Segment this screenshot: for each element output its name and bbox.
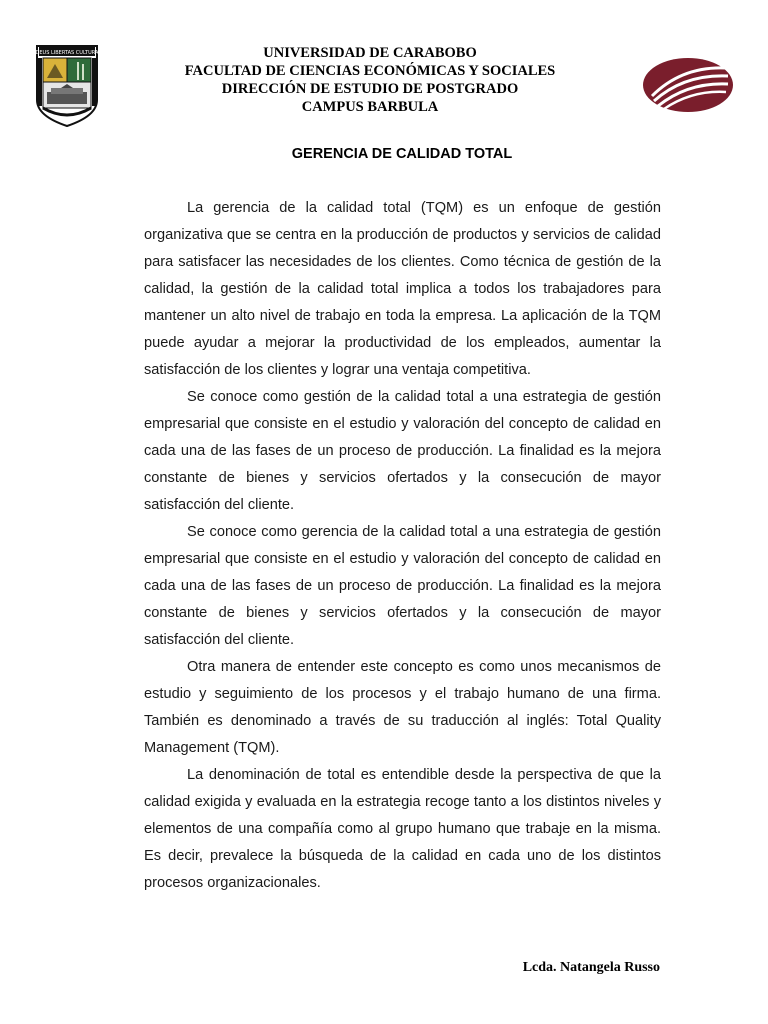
direction-name: DIRECCIÓN DE ESTUDIO DE POSTGRADO <box>221 81 519 97</box>
paragraph: La gerencia de la calidad total (TQM) es un enfoque de gestión organizativa que se centra en la producción de productos y servicios de calidad para satisfacer las necesidades de los clientes. Como técnica de gestión de la calidad, la gestión de la calidad total implica a todos los trabajadores para mantener un alto nivel de trabajo en toda la empresa. La aplicación de la TQM puede ayudar a mejorar la productividad de los empleados, aumentar la satisfacción de los clientes y lograr una ventaja competitiva. <box>144 200 661 378</box>
document-title: GERENCIA DE CALIDAD TOTAL <box>291 146 513 162</box>
paragraph: Se conoce como gestión de la calidad total a una estrategia de gestión empresarial que consiste en el estudio y valoración del concepto de calidad en cada una de las fases de un proceso de producción. La finalidad es la mejora constante de bienes y servicios ofertados y la consecución de mayor satisfacción del cliente. <box>144 389 661 513</box>
author-signature: Lcda. Natangela Russo <box>522 960 660 975</box>
paragraph: Otra manera de entender este concepto es como unos mecanismos de estudio y seguimiento de los procesos y el trabajo humano de una firma. También es denominado a través de su traducción al inglés: Total Quality Management (TQM). <box>144 659 661 756</box>
paragraph: Se conoce como gerencia de la calidad total a una estrategia de gestión empresarial que consiste en el estudio y valoración del concepto de calidad en cada una de las fases de un proceso de producción. La finalidad es la mejora constante de bienes y servicios ofertados y la consecución de mayor satisfacción del cliente. <box>144 524 661 648</box>
paragraph: La denominación de total es entendible desde la perspectiva de que la calidad exigida y evaluada en la estrategia recoge tanto a los distintos niveles y elementos de una compañía como al grupo humano que trabaje en la misma. Es decir, prevalece la búsqueda de la calidad en cada uno de los distintos procesos organizacionales. <box>144 767 661 891</box>
university-name: UNIVERSIDAD DE CARABOBO <box>263 45 477 61</box>
faculty-name: FACULTAD DE CIENCIAS ECONÓMICAS Y SOCIALES <box>184 63 556 79</box>
shield-motto: DEUS LIBERTAS CULTURA <box>35 50 99 56</box>
document-body <box>144 195 661 897</box>
institution-header <box>120 44 620 116</box>
university-shield-logo <box>35 44 99 128</box>
postgrado-logo <box>642 56 734 114</box>
campus-name: CAMPUS BARBULA <box>301 99 439 115</box>
